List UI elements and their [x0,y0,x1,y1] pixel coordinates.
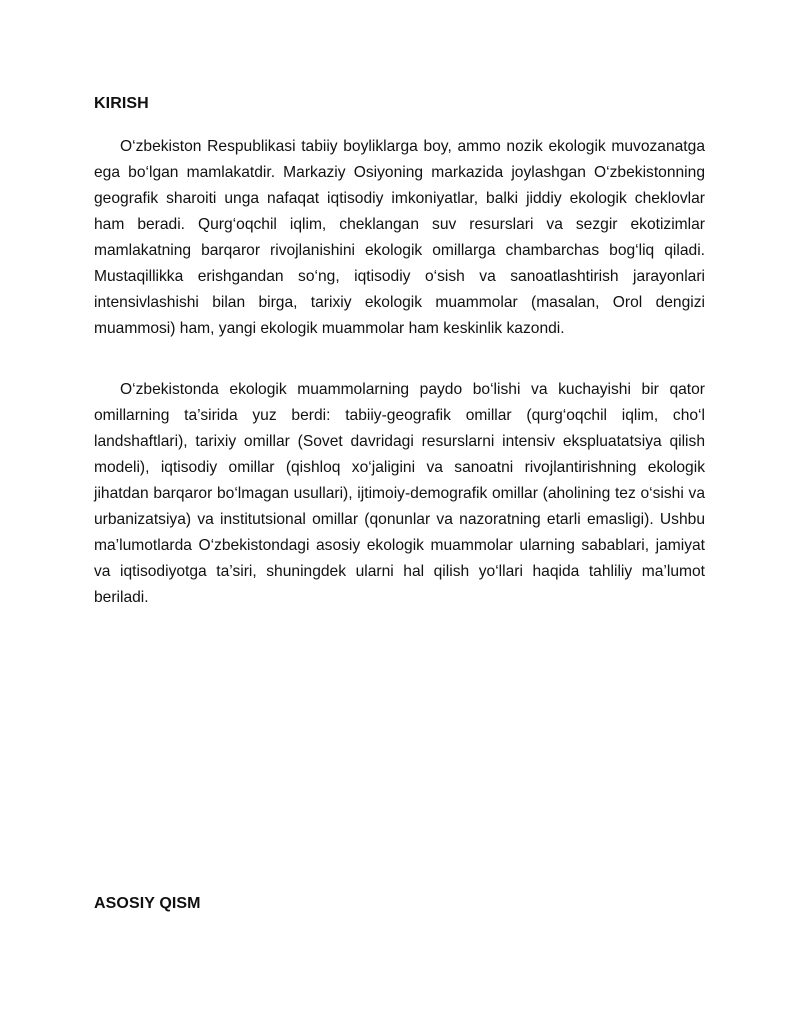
intro-paragraph-1: O‘zbekiston Respublikasi tabiiy boyliklarga boy, ammo nozik ekologik muvozanatga ega bo‘lgan mamlakatdir. Markaziy Osiyoning markazida joylashgan O‘zbekistonning geografik sharoiti unga nafaqat iqtisodiy imkoniyatlar, balki jiddiy ekologik cheklovlar ham beradi. Qurg‘oqchil iqlim, cheklangan suv resurslari va sezgir ekotizimlar mamlakatning barqaror rivojlanishini ekologik omillarga chambarchas bog‘liq qiladi. Mustaqillikka erishgandan so‘ng, iqtisodiy o‘sish va sanoatlashtirish jarayonlari intensivlashishi bilan birga, tarixiy ekologik muammolar (masalan, Orol dengizi muammosi) ham, yangi ekologik muammolar ham keskinlik kazondi. [94,138,705,337]
intro-paragraph-2: O‘zbekistonda ekologik muammolarning paydo bo‘lishi va kuchayishi bir qator omillarning ta’sirida yuz berdi: tabiiy-geografik omillar (qurg‘oqchil iqlim, cho‘l landshaftlari), tarixiy omillar (Sovet davridagi resurslarni intensiv ekspluatatsiya qilish modeli), iqtisodiy omillar (qishloq xo‘jaligini va sanoatni rivojlantirishning ekologik jihatdan barqaror bo‘lmagan usullari), ijtimoiy-demografik omillar (aholining tez o‘sishi va urbanizatsiya) va institutsional omillar (qonunlar va nazoratning etarli emasligi). Ushbu ma’lumotlarda O‘zbekistondagi asosiy ekologik muammolar ularning sabablari, jamiyat va iqtisodiyotga ta’siri, shuningdek ularni hal qilish yo‘llari haqida tahliliy ma’lumot beriladi. [94,381,705,606]
main-section-heading: ASOSIY QISM [94,895,201,912]
intro-heading: KIRISH [94,95,149,112]
